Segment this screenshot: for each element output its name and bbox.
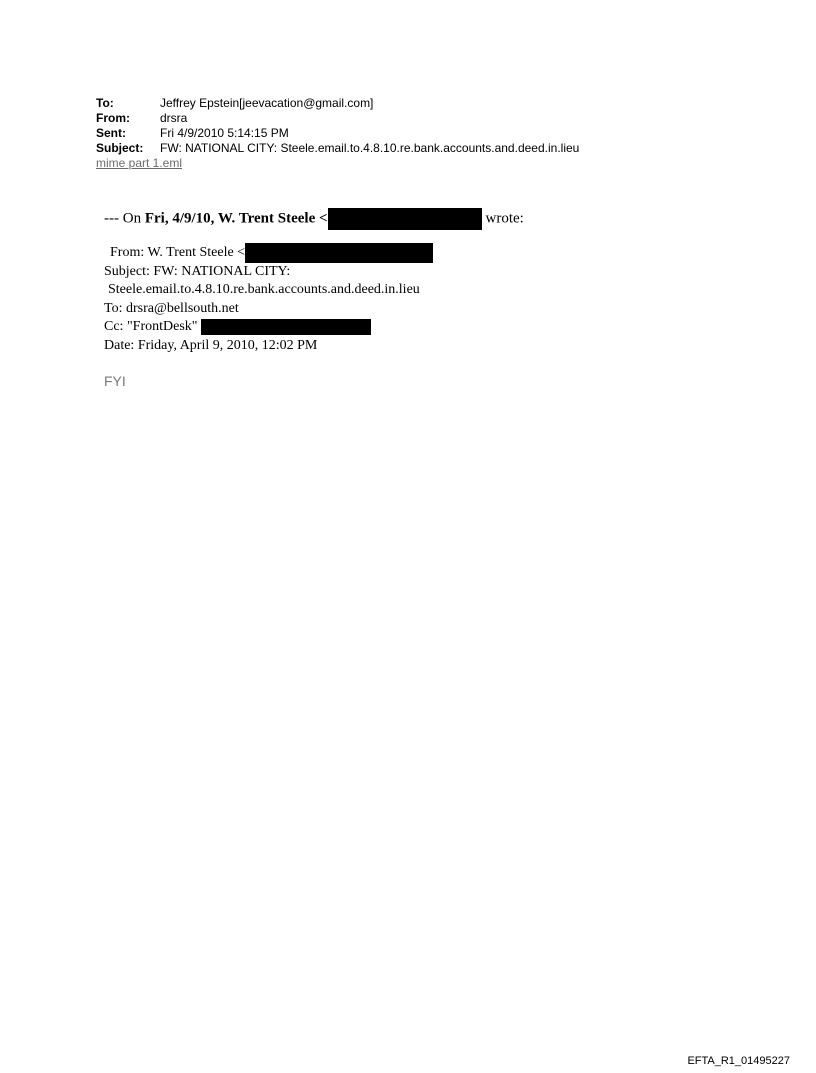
quoted-to <box>104 300 433 319</box>
quote-intro-prefix: --- On <box>104 210 145 227</box>
from-value: drsra <box>160 111 188 125</box>
quoted-subject-1 <box>104 263 433 282</box>
quoted-subject-text: Subject: FW: NATIONAL CITY: <box>104 263 291 279</box>
message-body: FYI <box>104 373 126 389</box>
redaction-block <box>245 243 433 263</box>
sent-label: Sent: <box>96 126 126 140</box>
redaction-block <box>201 319 371 335</box>
quoted-date-text: Date: Friday, April 9, 2010, 12:02 PM <box>104 337 318 353</box>
quoted-from-text: From: W. Trent Steele < <box>110 245 246 261</box>
quoted-to-text: To: drsra@bellsouth.net <box>104 300 239 316</box>
sent-value: Fri 4/9/2010 5:14:15 PM <box>160 126 289 140</box>
quoted-cc-text: Cc: "FrontDesk" <box>104 319 198 335</box>
email-header <box>96 96 579 171</box>
quote-intro <box>104 208 524 230</box>
quote-intro-suffix: wrote: <box>485 210 524 227</box>
quoted-cc <box>104 318 433 337</box>
quoted-date <box>104 337 433 356</box>
from-row <box>96 111 579 126</box>
to-row <box>96 96 579 111</box>
quoted-subject-text-2: Steele.email.to.4.8.10.re.bank.accounts.and.deed.in.lieu <box>108 282 420 298</box>
subject-row <box>96 141 579 156</box>
to-value: Jeffrey Epstein[jeevacation@gmail.com] <box>160 96 374 110</box>
quote-intro-sender: Fri, 4/9/10, W. Trent Steele < <box>144 210 328 227</box>
quoted-header <box>104 244 433 355</box>
document-id: EFTA_R1_01495227 <box>687 1055 790 1067</box>
attachment-row <box>96 156 579 171</box>
from-label: From: <box>96 111 130 125</box>
subject-label: Subject: <box>96 141 144 155</box>
attachment-link[interactable]: mime part 1.eml <box>96 156 183 170</box>
quoted-subject-2 <box>104 281 433 300</box>
quoted-from <box>104 244 433 263</box>
subject-value: FW: NATIONAL CITY: Steele.email.to.4.8.10.re.bank.accounts.and.deed.in.lieu <box>160 141 580 155</box>
redaction-block <box>328 208 482 230</box>
to-label: To: <box>96 96 114 110</box>
sent-row <box>96 126 579 141</box>
